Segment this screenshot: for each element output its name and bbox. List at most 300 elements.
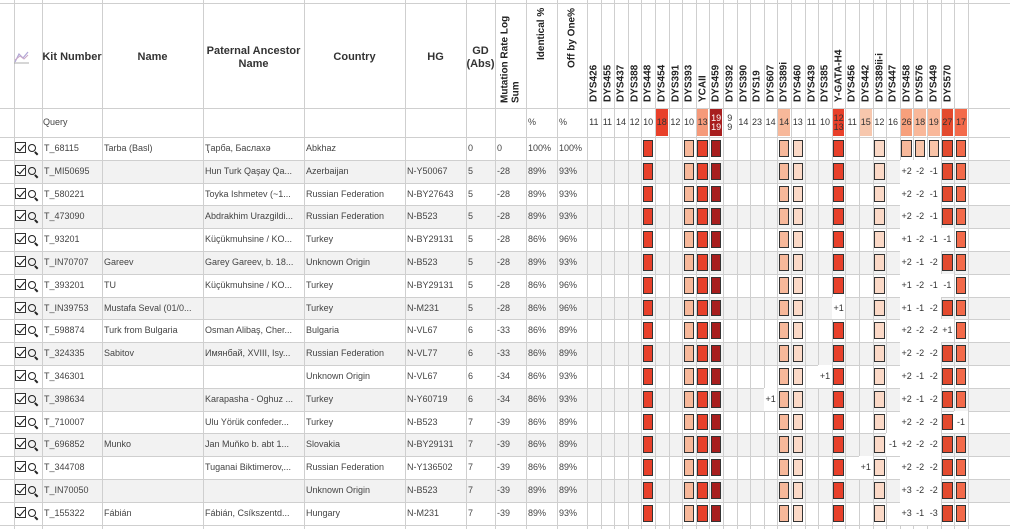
marker-header-dys392[interactable]: DYS392 bbox=[724, 64, 736, 102]
marker-header-dys607[interactable]: DYS607 bbox=[765, 64, 777, 102]
row-select-checkbox[interactable] bbox=[15, 461, 26, 472]
row-mut: -28 bbox=[497, 211, 511, 222]
marker-match-block bbox=[684, 459, 695, 476]
row-select-checkbox[interactable] bbox=[15, 210, 26, 221]
row-country: Bulgaria bbox=[306, 325, 340, 336]
marker-difference: -1 bbox=[927, 205, 941, 228]
marker-match-block bbox=[779, 208, 790, 225]
grid-line bbox=[968, 0, 969, 529]
grid-line bbox=[0, 108, 1010, 109]
query-marker-value: 26 bbox=[901, 109, 913, 136]
marker-match-block bbox=[697, 300, 708, 317]
marker-difference: -1 bbox=[954, 411, 968, 434]
marker-difference: -1 bbox=[927, 183, 941, 206]
marker-match-block bbox=[942, 459, 953, 476]
query-marker-value: 10 bbox=[643, 117, 654, 127]
marker-match-block bbox=[874, 459, 885, 476]
row-select-checkbox[interactable] bbox=[15, 324, 26, 335]
row-kit[interactable]: T_MI50695 bbox=[44, 165, 90, 176]
row-country: Russian Federation bbox=[306, 462, 385, 473]
marker-header-dys426[interactable]: DYS426 bbox=[588, 64, 600, 102]
column-header-identical[interactable]: Identical % bbox=[536, 8, 547, 61]
row-ident: 89% bbox=[528, 188, 547, 199]
marker-match-block bbox=[711, 482, 722, 499]
row-view-icon[interactable] bbox=[28, 258, 36, 266]
marker-difference: +2 bbox=[900, 251, 914, 274]
marker-header-dys459[interactable]: DYS459 bbox=[710, 64, 722, 102]
marker-difference: +1 bbox=[832, 297, 846, 320]
row-select-checkbox[interactable] bbox=[15, 302, 26, 313]
marker-match-block bbox=[711, 391, 722, 408]
marker-difference: +2 bbox=[900, 388, 914, 411]
row-view-icon[interactable] bbox=[28, 395, 36, 403]
marker-difference: +2 bbox=[900, 411, 914, 434]
marker-header-dys570[interactable]: DYS570 bbox=[941, 64, 953, 102]
marker-match-block bbox=[942, 140, 953, 157]
marker-match-block bbox=[711, 368, 722, 385]
query-marker-value: 10 bbox=[683, 117, 694, 127]
marker-difference: -2 bbox=[913, 479, 927, 502]
marker-header-dys448[interactable]: DYS448 bbox=[642, 64, 654, 102]
marker-header-dys393[interactable]: DYS393 bbox=[683, 64, 695, 102]
row-name: Fábián bbox=[104, 507, 132, 518]
marker-match-block bbox=[793, 254, 804, 271]
marker-header-y-gata-h4[interactable]: Y-GATA-H4 bbox=[833, 49, 845, 102]
marker-match-block bbox=[942, 368, 953, 385]
row-view-icon[interactable] bbox=[28, 372, 36, 380]
row-select-checkbox[interactable] bbox=[15, 142, 26, 153]
marker-match-block bbox=[779, 505, 790, 522]
marker-match-block bbox=[833, 414, 844, 431]
row-kit[interactable]: T_IN70707 bbox=[44, 257, 89, 267]
marker-match-block bbox=[697, 436, 708, 453]
marker-match-block bbox=[793, 459, 804, 476]
marker-match-block bbox=[833, 163, 844, 180]
row-gd: 5 bbox=[468, 165, 474, 176]
row-view-icon[interactable] bbox=[28, 440, 36, 448]
marker-match-block bbox=[643, 300, 654, 317]
row-mut: -28 bbox=[497, 302, 511, 313]
query-marker-value: 11 bbox=[602, 117, 613, 127]
row-view-icon[interactable] bbox=[28, 349, 36, 357]
marker-match-block bbox=[779, 459, 790, 476]
marker-header-dys439[interactable]: DYS439 bbox=[805, 64, 817, 102]
marker-match-block bbox=[711, 163, 722, 180]
marker-match-block bbox=[874, 391, 885, 408]
row-mut: 0 bbox=[497, 143, 503, 153]
row-select-checkbox[interactable] bbox=[15, 416, 26, 427]
marker-match-block bbox=[793, 186, 804, 203]
marker-match-block bbox=[956, 391, 967, 408]
row-ancestor: Karapasha - Oghuz ... bbox=[205, 393, 294, 404]
row-view-icon[interactable] bbox=[28, 486, 36, 494]
marker-match-block bbox=[833, 277, 844, 294]
row-hg: N-BY29131 bbox=[407, 234, 454, 245]
marker-match-block bbox=[643, 436, 654, 453]
marker-difference: -2 bbox=[927, 251, 941, 274]
query-marker-value: 13 bbox=[697, 109, 709, 136]
marker-match-block bbox=[874, 254, 885, 271]
row-name bbox=[103, 160, 202, 183]
row-hg: N-BY27643 bbox=[407, 188, 454, 199]
row-gd: 5 bbox=[468, 188, 474, 199]
marker-difference: -2 bbox=[927, 319, 941, 342]
query-marker-value: 12 bbox=[629, 117, 640, 127]
marker-match-block bbox=[684, 368, 695, 385]
row-kit[interactable]: T_324335 bbox=[44, 348, 85, 359]
marker-header-dys449[interactable]: DYS449 bbox=[928, 64, 940, 102]
row-ident: 86% bbox=[528, 416, 547, 427]
row-kit[interactable]: T_696852 bbox=[44, 439, 85, 450]
row-gd: 6 bbox=[468, 325, 474, 336]
marker-match-block bbox=[833, 391, 844, 408]
marker-match-block bbox=[942, 163, 953, 180]
row-view-icon[interactable] bbox=[28, 235, 36, 243]
marker-difference: -2 bbox=[913, 411, 927, 434]
marker-match-block bbox=[779, 277, 790, 294]
marker-difference: +2 bbox=[900, 160, 914, 183]
row-name: Gareev bbox=[104, 257, 134, 267]
row-select-checkbox[interactable] bbox=[15, 347, 26, 358]
row-off: 89% bbox=[559, 485, 578, 495]
query-label: Query bbox=[43, 117, 68, 127]
marker-difference: -1 bbox=[941, 228, 955, 251]
marker-match-block bbox=[711, 459, 722, 476]
row-country: Turkey bbox=[306, 393, 334, 404]
marker-match-block bbox=[779, 414, 790, 431]
marker-match-block bbox=[833, 186, 844, 203]
marker-header-dys19[interactable]: DYS19 bbox=[751, 70, 763, 102]
marker-match-block bbox=[942, 208, 953, 225]
marker-match-block bbox=[793, 391, 804, 408]
row-mut: -28 bbox=[497, 257, 511, 267]
row-select-checkbox[interactable] bbox=[15, 507, 26, 518]
row-select-checkbox[interactable] bbox=[15, 370, 26, 381]
marker-match-block bbox=[833, 459, 844, 476]
marker-difference: +2 bbox=[900, 205, 914, 228]
column-header-gd[interactable]: GD (Abs) bbox=[466, 44, 495, 70]
row-mut: -28 bbox=[497, 188, 511, 199]
marker-match-block bbox=[793, 300, 804, 317]
row-view-icon[interactable] bbox=[28, 418, 36, 426]
marker-match-block bbox=[643, 140, 654, 157]
row-ident: 86% bbox=[528, 302, 547, 313]
row-ident: 86% bbox=[528, 348, 547, 359]
row-ident: 86% bbox=[528, 393, 547, 404]
row-select-checkbox[interactable] bbox=[15, 233, 26, 244]
marker-match-block bbox=[874, 368, 885, 385]
marker-difference: -2 bbox=[927, 365, 941, 388]
marker-header-dys442[interactable]: DYS442 bbox=[860, 64, 872, 102]
row-ident: 89% bbox=[528, 485, 547, 495]
marker-difference: -2 bbox=[913, 183, 927, 206]
row-gd: 5 bbox=[468, 302, 474, 313]
row-kit[interactable]: T_IN39753 bbox=[44, 302, 89, 313]
marker-difference: +1 bbox=[818, 365, 832, 388]
marker-header-dys456[interactable]: DYS456 bbox=[846, 64, 858, 102]
marker-difference: -1 bbox=[913, 365, 927, 388]
row-hg: N-Y50067 bbox=[407, 165, 448, 176]
marker-header-dys388[interactable]: DYS388 bbox=[629, 64, 641, 102]
marker-difference: +2 bbox=[900, 342, 914, 365]
row-view-icon[interactable] bbox=[28, 326, 36, 334]
marker-match-block bbox=[874, 300, 885, 317]
row-view-icon[interactable] bbox=[28, 463, 36, 471]
marker-difference: -2 bbox=[913, 319, 927, 342]
row-mut: -39 bbox=[497, 416, 511, 427]
marker-difference: -2 bbox=[927, 456, 941, 479]
row-view-icon[interactable] bbox=[28, 190, 36, 198]
column-header-country[interactable]: Country bbox=[333, 51, 376, 63]
marker-match-block bbox=[643, 505, 654, 522]
marker-match-block bbox=[697, 208, 708, 225]
marker-match-block bbox=[874, 163, 885, 180]
marker-difference: +2 bbox=[900, 433, 914, 456]
marker-header-dys391[interactable]: DYS391 bbox=[669, 64, 681, 102]
marker-match-block bbox=[684, 414, 695, 431]
row-hg: N-M231 bbox=[407, 507, 440, 518]
row-gd: 5 bbox=[468, 211, 474, 222]
column-header-name[interactable]: Name bbox=[137, 51, 168, 63]
row-ancestor bbox=[204, 365, 303, 388]
marker-difference: -1 bbox=[927, 228, 941, 251]
marker-match-block bbox=[833, 368, 844, 385]
row-view-icon[interactable] bbox=[28, 212, 36, 220]
marker-match-block bbox=[684, 482, 695, 499]
marker-match-block bbox=[711, 186, 722, 203]
marker-header-dys455[interactable]: DYS455 bbox=[601, 64, 613, 102]
query-marker-value: 14 bbox=[738, 117, 749, 127]
column-header-hg[interactable]: HG bbox=[427, 51, 444, 63]
row-kit[interactable]: T_346301 bbox=[44, 371, 85, 381]
query-offbyone: % bbox=[559, 117, 568, 127]
marker-difference: +2 bbox=[900, 365, 914, 388]
row-select-checkbox[interactable] bbox=[15, 256, 26, 267]
marker-match-block bbox=[643, 322, 654, 339]
row-hg: N-BY29131 bbox=[407, 279, 454, 290]
marker-difference: -2 bbox=[927, 388, 941, 411]
marker-match-block bbox=[793, 322, 804, 339]
query-marker-value: 19 19 bbox=[710, 109, 722, 136]
query-marker-value: 27 bbox=[942, 109, 954, 136]
row-ident: 100% bbox=[528, 143, 552, 153]
row-country: Slovakia bbox=[306, 439, 341, 450]
marker-match-block bbox=[956, 231, 967, 248]
query-marker-value: 9 9 bbox=[727, 112, 733, 132]
row-off: 96% bbox=[559, 302, 578, 313]
row-kit[interactable]: T_155322 bbox=[44, 507, 85, 518]
query-marker-value: 16 bbox=[887, 117, 898, 127]
marker-match-block bbox=[956, 322, 967, 339]
marker-match-block bbox=[942, 186, 953, 203]
marker-match-block bbox=[697, 414, 708, 431]
marker-match-block bbox=[643, 254, 654, 271]
marker-header-dys390[interactable]: DYS390 bbox=[737, 64, 749, 102]
grid-line bbox=[0, 525, 1010, 526]
row-hg: N-Y60719 bbox=[407, 393, 448, 404]
row-country: Hungary bbox=[306, 507, 341, 518]
marker-header-dys454[interactable]: DYS454 bbox=[656, 64, 668, 102]
marker-header-dys576[interactable]: DYS576 bbox=[914, 64, 926, 102]
row-gd: 5 bbox=[468, 279, 474, 290]
row-kit[interactable]: T_580221 bbox=[44, 188, 85, 199]
marker-difference: -2 bbox=[927, 433, 941, 456]
marker-match-block bbox=[874, 322, 885, 339]
row-country: Russian Federation bbox=[306, 211, 385, 222]
row-kit[interactable]: T_68115 bbox=[44, 143, 79, 153]
marker-match-block bbox=[697, 254, 708, 271]
row-view-icon[interactable] bbox=[28, 304, 36, 312]
row-view-icon[interactable] bbox=[28, 281, 36, 289]
marker-match-block bbox=[684, 322, 695, 339]
query-marker-value: 18 bbox=[656, 109, 668, 136]
row-select-checkbox[interactable] bbox=[15, 438, 26, 449]
query-marker-value: 14 bbox=[765, 117, 776, 127]
marker-header-dys447[interactable]: DYS447 bbox=[887, 64, 899, 102]
column-header-kit[interactable]: Kit Number bbox=[42, 51, 102, 63]
marker-match-block bbox=[643, 163, 654, 180]
row-kit[interactable]: T_393201 bbox=[44, 279, 85, 290]
marker-difference: -1 bbox=[913, 251, 927, 274]
marker-match-block bbox=[711, 414, 722, 431]
marker-match-block bbox=[711, 208, 722, 225]
marker-header-dys460[interactable]: DYS460 bbox=[792, 64, 804, 102]
marker-match-block bbox=[793, 231, 804, 248]
marker-match-block bbox=[643, 414, 654, 431]
marker-match-block bbox=[643, 368, 654, 385]
marker-header-ycaii[interactable]: YCAII bbox=[697, 75, 709, 102]
row-view-icon[interactable] bbox=[28, 509, 36, 517]
row-gd: 5 bbox=[468, 257, 474, 267]
marker-difference: -1 bbox=[941, 274, 955, 297]
row-hg: N-M231 bbox=[407, 302, 440, 313]
row-hg: N-VL77 bbox=[407, 348, 438, 359]
marker-match-block bbox=[711, 277, 722, 294]
row-kit[interactable]: T_473090 bbox=[44, 211, 85, 222]
row-country: Unknown Origin bbox=[306, 257, 371, 267]
marker-difference: -1 bbox=[913, 388, 927, 411]
marker-match-block bbox=[697, 277, 708, 294]
marker-match-block bbox=[779, 254, 790, 271]
marker-match-block bbox=[697, 482, 708, 499]
marker-difference: +1 bbox=[900, 228, 914, 251]
row-kit[interactable]: T_IN70050 bbox=[44, 485, 89, 495]
row-country: Unknown Origin bbox=[306, 485, 371, 495]
row-kit[interactable]: T_344708 bbox=[44, 462, 85, 473]
row-select-checkbox[interactable] bbox=[15, 484, 26, 495]
marker-match-block bbox=[793, 482, 804, 499]
marker-match-block bbox=[697, 231, 708, 248]
marker-match-block bbox=[643, 345, 654, 362]
query-marker-value: 13 bbox=[792, 117, 803, 127]
marker-match-block bbox=[956, 459, 967, 476]
marker-match-block bbox=[684, 163, 695, 180]
row-kit[interactable]: T_598874 bbox=[44, 325, 85, 336]
marker-header-dys389i[interactable]: DYS389i bbox=[778, 61, 790, 102]
select-all-icon[interactable] bbox=[14, 50, 29, 64]
marker-match-block bbox=[956, 482, 967, 499]
marker-match-block bbox=[684, 505, 695, 522]
marker-difference: -1 bbox=[913, 502, 927, 525]
marker-match-block bbox=[711, 322, 722, 339]
marker-match-block bbox=[833, 505, 844, 522]
row-off: 96% bbox=[559, 234, 578, 245]
marker-match-block bbox=[956, 163, 967, 180]
row-kit[interactable]: T_710007 bbox=[44, 416, 85, 427]
row-view-icon[interactable] bbox=[28, 167, 36, 175]
query-marker-value: 11 bbox=[589, 117, 599, 127]
marker-match-block bbox=[956, 436, 967, 453]
marker-match-block bbox=[833, 345, 844, 362]
row-off: 93% bbox=[559, 371, 578, 381]
marker-match-block bbox=[833, 208, 844, 225]
marker-match-block bbox=[956, 368, 967, 385]
row-off: 89% bbox=[559, 416, 578, 427]
marker-header-dys385[interactable]: DYS385 bbox=[819, 64, 831, 102]
marker-match-block bbox=[874, 414, 885, 431]
marker-difference: +2 bbox=[900, 183, 914, 206]
row-kit[interactable]: T_93201 bbox=[44, 234, 80, 245]
column-header-offbyone[interactable]: Off by One% bbox=[566, 8, 578, 69]
marker-match-block bbox=[697, 368, 708, 385]
row-ancestor: Fábián, Csíkszentd... bbox=[205, 507, 290, 518]
marker-header-dys389ii-i[interactable]: DYS389ii-i bbox=[873, 53, 885, 102]
row-kit[interactable]: T_398634 bbox=[44, 393, 85, 404]
marker-match-block bbox=[643, 208, 654, 225]
row-hg: N-VL67 bbox=[407, 325, 438, 336]
row-name: TU bbox=[104, 279, 116, 290]
row-mut: -39 bbox=[497, 507, 511, 518]
marker-match-block bbox=[942, 391, 953, 408]
marker-difference: +3 bbox=[900, 479, 914, 502]
row-mut: -39 bbox=[497, 485, 511, 495]
row-select-checkbox[interactable] bbox=[15, 165, 26, 176]
row-mut: -39 bbox=[497, 439, 511, 450]
marker-match-block bbox=[684, 277, 695, 294]
marker-header-dys437[interactable]: DYS437 bbox=[615, 64, 627, 102]
marker-header-dys458[interactable]: DYS458 bbox=[901, 64, 913, 102]
row-select-checkbox[interactable] bbox=[15, 279, 26, 290]
row-ancestor: Küçükmuhsine / KO... bbox=[205, 279, 293, 290]
marker-match-block bbox=[793, 277, 804, 294]
marker-match-block bbox=[874, 208, 885, 225]
row-ancestor: Ulu Yörük confeder... bbox=[205, 416, 289, 427]
marker-match-block bbox=[901, 140, 912, 157]
column-header-ancestor[interactable]: Paternal Ancestor Name bbox=[206, 44, 301, 70]
marker-difference: +3 bbox=[900, 502, 914, 525]
marker-difference: -2 bbox=[913, 205, 927, 228]
marker-match-block bbox=[833, 254, 844, 271]
column-header-mutation[interactable]: Mutation Rate Log Sum bbox=[499, 15, 522, 103]
row-gd: 0 bbox=[468, 143, 474, 153]
marker-match-block bbox=[643, 482, 654, 499]
marker-difference: -2 bbox=[927, 342, 941, 365]
row-select-checkbox[interactable] bbox=[15, 188, 26, 199]
row-gd: 6 bbox=[468, 393, 474, 404]
marker-match-block bbox=[643, 277, 654, 294]
row-select-checkbox[interactable] bbox=[15, 393, 26, 404]
row-ancestor: Küçükmuhsine / KO... bbox=[205, 234, 293, 245]
row-view-icon[interactable] bbox=[28, 144, 36, 152]
row-name: Turk from Bulgaria bbox=[104, 325, 178, 336]
marker-match-block bbox=[942, 254, 953, 271]
row-ident: 86% bbox=[528, 439, 547, 450]
row-mut: -28 bbox=[497, 165, 511, 176]
marker-match-block bbox=[956, 345, 967, 362]
marker-match-block bbox=[684, 186, 695, 203]
marker-match-block bbox=[684, 254, 695, 271]
row-country: Turkey bbox=[306, 279, 334, 290]
